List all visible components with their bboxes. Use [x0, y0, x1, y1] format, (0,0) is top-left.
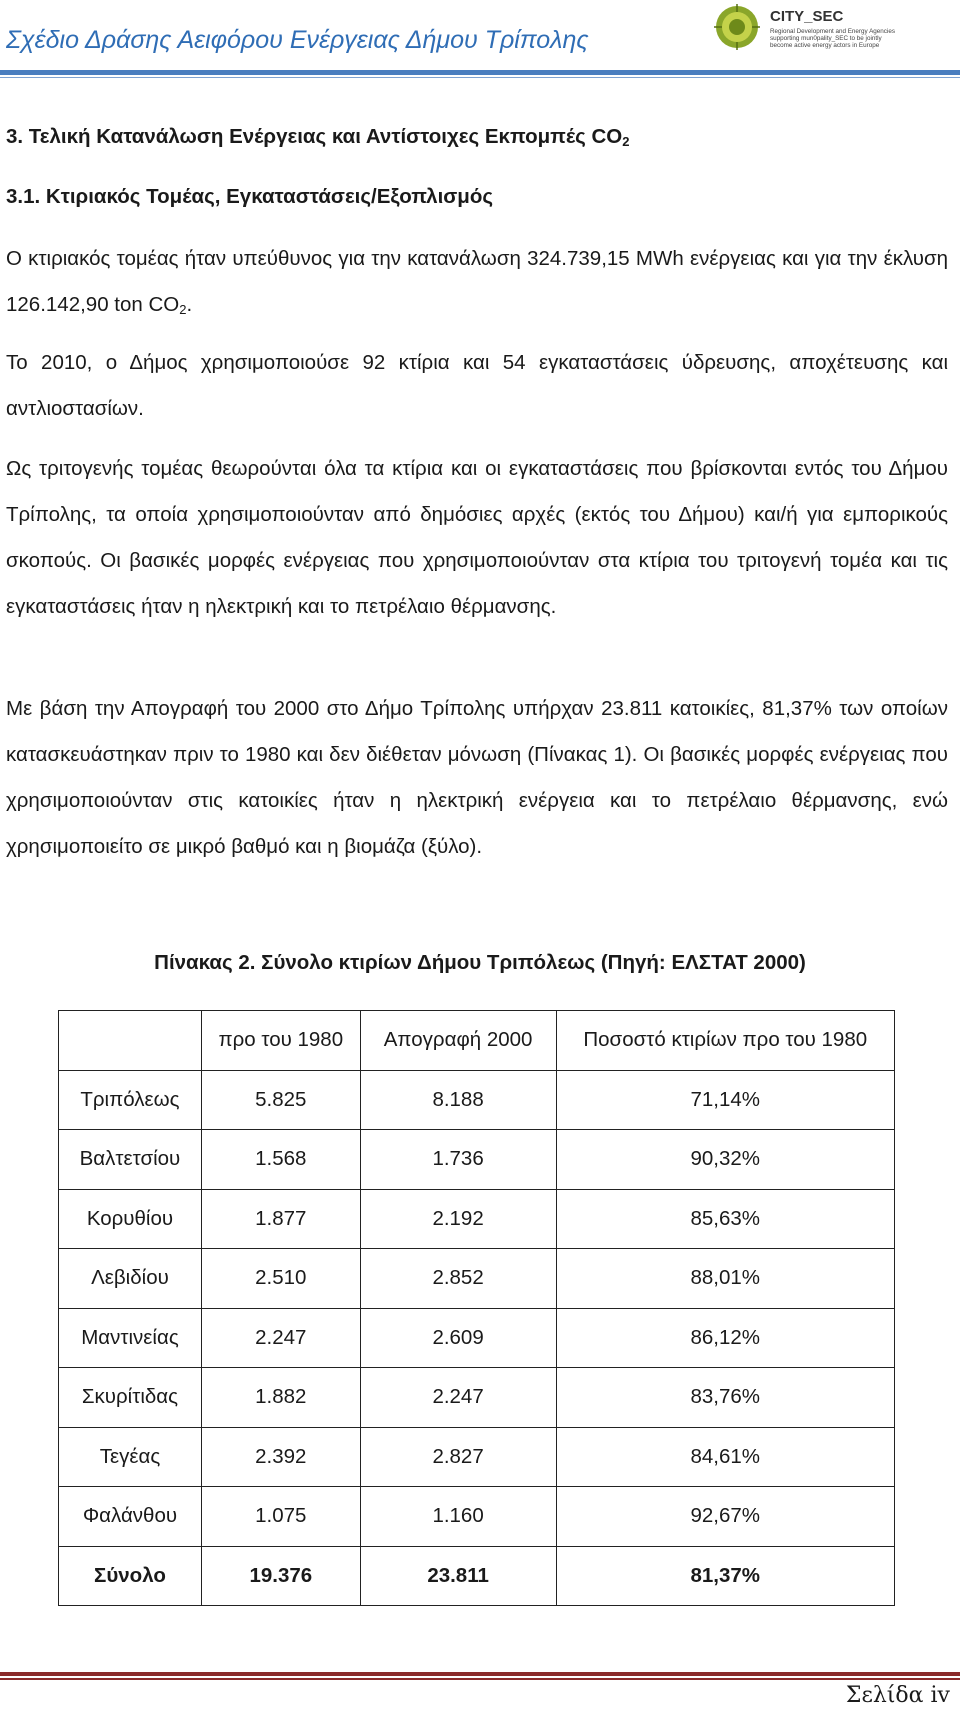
total-label: Σύνολο	[59, 1546, 202, 1606]
table-row	[59, 1189, 895, 1249]
table-caption: Πίνακας 2. Σύνολο κτιρίων Δήμου Τριπόλεως (Πηγή: ΕΛΣΤΑΤ 2000)	[154, 951, 806, 974]
table-row	[59, 1308, 895, 1368]
paragraph-consumption-text: Ο κτιριακός τομέας ήταν υπεύθυνος για την κατανάλωση 324.739,15 MWh ενέργειας και για την έκλυση 126.142,90 ton CO	[6, 247, 948, 316]
table-header-row	[59, 1011, 895, 1071]
cell-census2000: 1.736	[360, 1130, 556, 1190]
cell-pre1980: 2.510	[201, 1249, 360, 1309]
total-pre1980: 19.376	[201, 1546, 360, 1606]
cell-percentage: 85,63%	[556, 1189, 895, 1249]
footer-divider	[0, 1672, 960, 1676]
section-heading-subscript: 2	[622, 134, 630, 149]
paragraph-consumption	[6, 236, 948, 333]
cell-unit: Τεγέας	[59, 1427, 202, 1487]
cell-unit: Τριπόλεως	[59, 1070, 202, 1130]
cell-census2000: 2.247	[360, 1368, 556, 1428]
header-cell-census2000: Απογραφή 2000	[360, 1011, 556, 1071]
total-census2000: 23.811	[360, 1546, 556, 1606]
table-row	[59, 1070, 895, 1130]
buildings-table	[58, 1010, 895, 1606]
cell-unit: Μαντινείας	[59, 1308, 202, 1368]
section-heading-text: 3. Τελική Κατανάλωση Ενέργειας και Αντίστοιχες Εκπομπές CO	[6, 125, 623, 148]
cell-pre1980: 1.882	[201, 1368, 360, 1428]
cell-census2000: 2.192	[360, 1189, 556, 1249]
cell-percentage: 84,61%	[556, 1427, 895, 1487]
section-subheading: 3.1. Κτιριακός Τομέας, Εγκαταστάσεις/Εξοπλισμός	[6, 185, 494, 208]
cell-unit: Σκυρίτιδας	[59, 1368, 202, 1428]
cell-percentage: 86,12%	[556, 1308, 895, 1368]
header-divider-thin	[0, 77, 960, 78]
cell-pre1980: 2.247	[201, 1308, 360, 1368]
logo-brand: CITY_SEC	[770, 8, 844, 25]
table-row	[59, 1368, 895, 1428]
cell-percentage: 83,76%	[556, 1368, 895, 1428]
city-sec-logo	[710, 2, 960, 52]
cell-percentage: 88,01%	[556, 1249, 895, 1309]
paragraph-consumption-end: .	[186, 293, 193, 316]
cell-percentage: 90,32%	[556, 1130, 895, 1190]
table-row	[59, 1487, 895, 1547]
cell-census2000: 2.827	[360, 1427, 556, 1487]
cell-pre1980: 1.568	[201, 1130, 360, 1190]
paragraph-tertiary-sector: Ως τριτογενής τομέας θεωρούνται όλα τα κτίρια και οι εγκαταστάσεις που βρίσκονται εντός του Δήμου Τρίπολης, τα οποία χρησιμοποιούνταν από δημόσιες αρχές (εκτός του Δήμου) και/ή για εμπορικούς σκοπούς. Οι βασικές μορφές ενέργειας που χρησιμοποιούνταν στα κτίρια του τριτογενή τομέα και τις εγκαταστάσεις ήταν η ηλεκτρική και το πετρέλαιο θέρμανσης.	[6, 457, 948, 618]
header-cell-blank	[59, 1011, 202, 1071]
cell-pre1980: 1.877	[201, 1189, 360, 1249]
cell-unit: Λεβιδίου	[59, 1249, 202, 1309]
document-header-title: Σχέδιο Δράσης Αειφόρου Ενέργειας Δήμου Τρίπολης	[6, 26, 589, 54]
paragraph-residential-census: Με βάση την Απογραφή του 2000 στο Δήμο Τρίπολης υπήρχαν 23.811 κατοικίες, 81,37% των οποίων κατασκευάστηκαν πριν το 1980 και δεν διέθεταν μόνωση (Πίνακας 1). Οι βασικές μορφές ενέργειας που χρησιμοποιούνταν στις κατοικίες ήταν η ηλεκτρική ενέργεια και το πετρέλαιο θέρμανσης, ενώ χρησιμοποιείτο σε μικρό βαθμό και η βιομάζα (ξύλο).	[6, 697, 948, 858]
table-total-row	[59, 1546, 895, 1606]
cell-census2000: 2.609	[360, 1308, 556, 1368]
cell-percentage: 71,14%	[556, 1070, 895, 1130]
cell-unit: Κορυθίου	[59, 1189, 202, 1249]
city-sec-emblem-icon	[712, 2, 762, 52]
cell-pre1980: 1.075	[201, 1487, 360, 1547]
cell-census2000: 8.188	[360, 1070, 556, 1130]
paragraph-municipal-buildings: Το 2010, ο Δήμος χρησιμοποιούσε 92 κτίρια και 54 εγκαταστάσεις ύδρευσης, αποχέτευσης και αντλιοστασίων.	[6, 351, 948, 420]
table-row	[59, 1130, 895, 1190]
cell-unit: Βαλτετσίου	[59, 1130, 202, 1190]
header-cell-pre1980: προ του 1980	[201, 1011, 360, 1071]
cell-unit: Φαλάνθου	[59, 1487, 202, 1547]
co2-subscript: 2	[179, 302, 187, 317]
cell-census2000: 1.160	[360, 1487, 556, 1547]
table-row	[59, 1427, 895, 1487]
cell-census2000: 2.852	[360, 1249, 556, 1309]
logo-tagline: Regional Development and Energy Agencies supporting mun0pality_SEC to be jointly become active energy actors in Europe	[770, 28, 895, 49]
table-row	[59, 1249, 895, 1309]
section-heading	[6, 125, 629, 149]
page-number: Σελίδα iv	[845, 1683, 950, 1708]
header-cell-percentage: Ποσοστό κτιρίων προ του 1980	[556, 1011, 895, 1071]
cell-pre1980: 2.392	[201, 1427, 360, 1487]
header-divider	[0, 70, 960, 75]
cell-pre1980: 5.825	[201, 1070, 360, 1130]
total-percentage: 81,37%	[556, 1546, 895, 1606]
footer-divider-thin	[0, 1678, 960, 1680]
cell-percentage: 92,67%	[556, 1487, 895, 1547]
